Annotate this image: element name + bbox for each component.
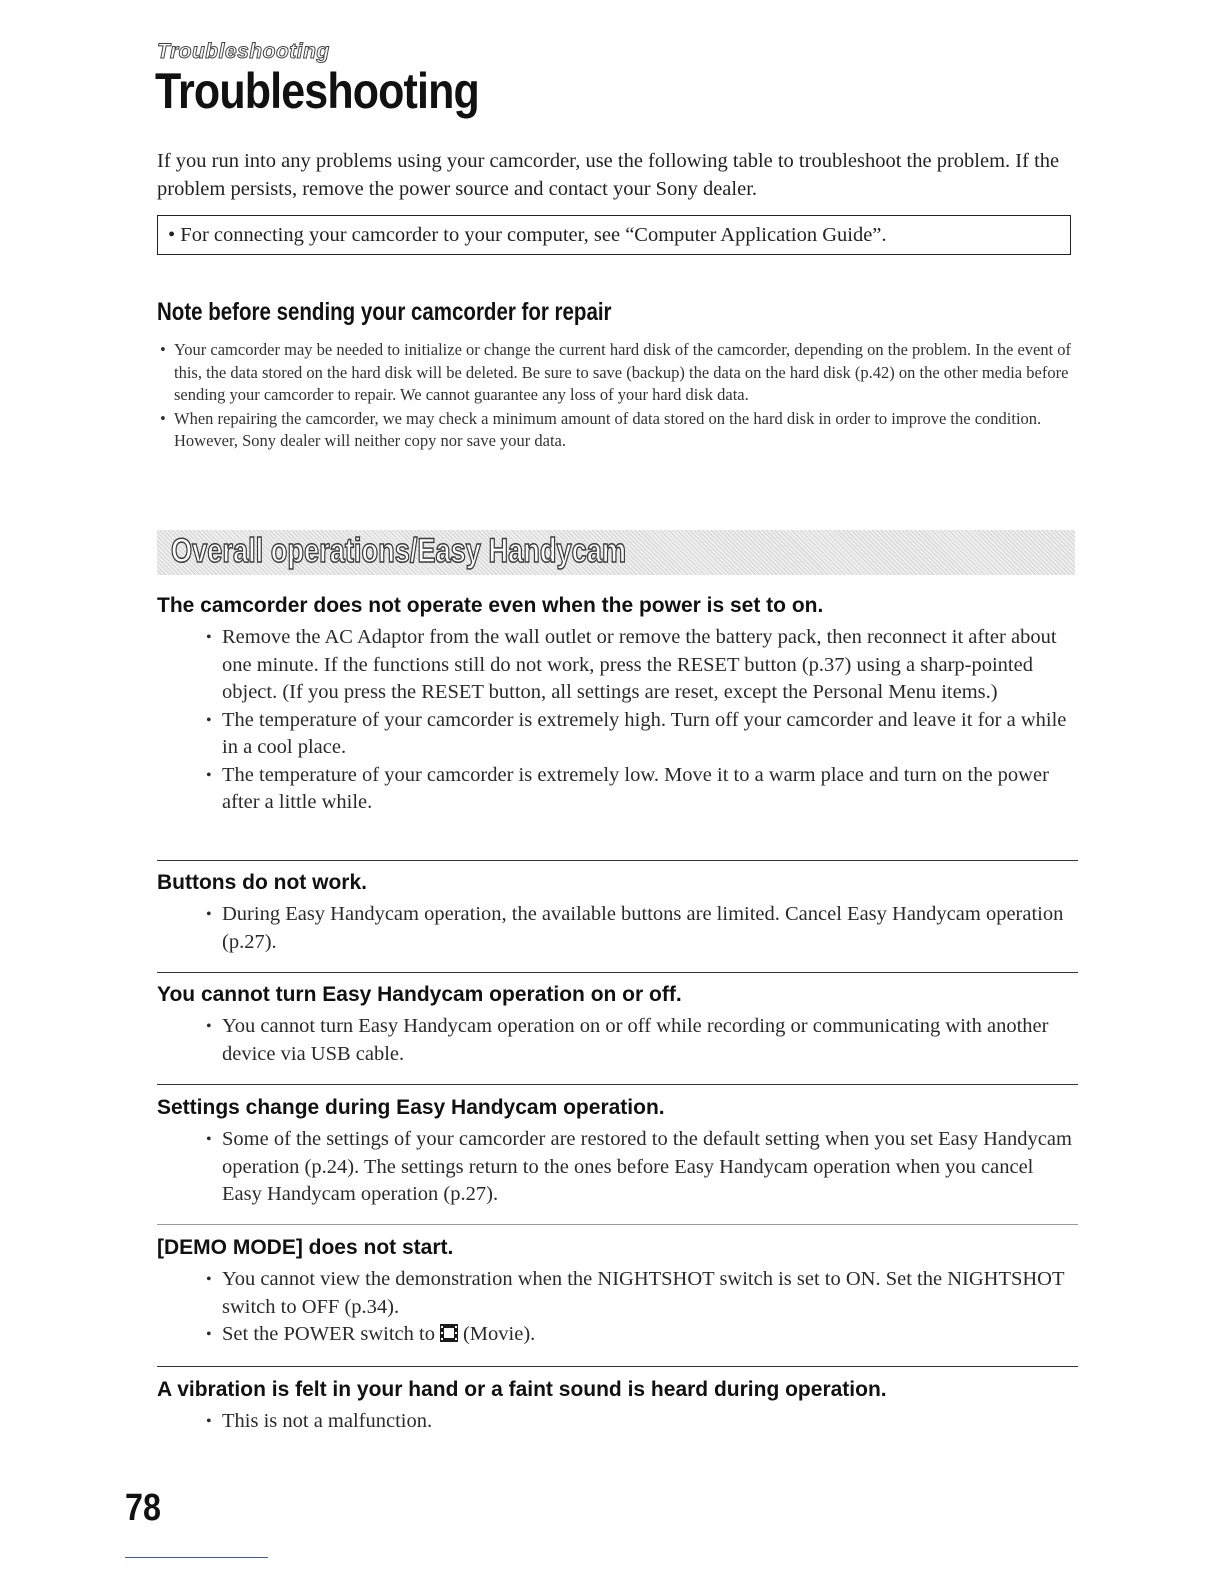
running-head: Troubleshooting <box>157 40 330 63</box>
solution-item-power-switch <box>222 1321 1077 1349</box>
issue-solution-list <box>157 624 1077 817</box>
issue-title: Settings change during Easy Handycam operation. <box>157 1096 665 1119</box>
power-switch-text: Set the POWER switch to <box>222 1323 435 1345</box>
repair-note-heading: Note before sending your camcorder for repair <box>157 298 612 326</box>
repair-note-item: • Your camcorder may be needed to initialize or change the current hard disk of the camcorder, depending on the problem. In the event of this, the data stored on the hard disk will be deleted. Be sure to save (backup) the data on the hard disk (p.42) on the other media before sending your camcorder to repair. We cannot guarantee any loss of your hard disk data. <box>160 339 1075 407</box>
solution-item: • The temperature of your camcorder is extremely low. Move it to a warm place and turn on the power after a little while. <box>222 762 1077 817</box>
issue-solution-list <box>157 901 1077 956</box>
issue-settings-change <box>157 1094 1077 1209</box>
divider <box>157 860 1078 861</box>
solution-item: • This is not a malfunction. <box>222 1408 1077 1436</box>
section-banner <box>157 530 1075 575</box>
issue-title: A vibration is felt in your hand or a faint sound is heard during operation. <box>157 1378 887 1401</box>
issue-title: The camcorder does not operate even when the power is set to on. <box>157 594 824 617</box>
issue-vibration <box>157 1376 1077 1436</box>
repair-note-item: • When repairing the camcorder, we may check a minimum amount of data stored on the hard disk in order to improve the condition. However, Sony dealer will neither copy nor save your data. <box>160 408 1075 453</box>
issue-title: You cannot turn Easy Handycam operation on or off. <box>157 983 682 1006</box>
issue-solution-list <box>157 1126 1077 1209</box>
issue-easy-handycam-toggle <box>157 981 1077 1068</box>
divider <box>157 1084 1078 1085</box>
power-switch-suffix: (Movie). <box>462 1323 536 1345</box>
page-number: 78 <box>125 1487 161 1529</box>
issue-title: Buttons do not work. <box>157 871 367 894</box>
divider <box>157 972 1078 973</box>
solution-item: • You cannot turn Easy Handycam operation on or off while recording or communicating with another device via USB cable. <box>222 1013 1077 1068</box>
computer-guide-note: • For connecting your camcorder to your computer, see “Computer Application Guide”. <box>157 215 1071 255</box>
solution-item: • During Easy Handycam operation, the available buttons are limited. Cancel Easy Handycam operation (p.27). <box>222 901 1077 956</box>
issue-buttons <box>157 869 1077 956</box>
divider <box>157 1366 1078 1367</box>
solution-item: • Some of the settings of your camcorder are restored to the default setting when you set Easy Handycam operation (p.24). The settings return to the ones before Easy Handycam operation when you cancel Easy Handycam operation (p.27). <box>222 1126 1077 1209</box>
solution-item: • You cannot view the demonstration when the NIGHTSHOT switch is set to ON. Set the NIGHTSHOT switch to OFF (p.34). <box>222 1266 1077 1321</box>
issue-power-on <box>157 592 1077 817</box>
issue-demo-mode <box>157 1234 1077 1349</box>
intro-paragraph: If you run into any problems using your camcorder, use the following table to troubleshoot the problem. If the problem persists, remove the power source and contact your Sony dealer. <box>157 150 1060 200</box>
issue-solution-list <box>157 1408 1077 1436</box>
footer-rule <box>125 1557 268 1558</box>
movie-icon <box>439 1323 459 1343</box>
issue-solution-list <box>157 1266 1077 1349</box>
divider <box>157 1224 1078 1225</box>
solution-item: • Remove the AC Adaptor from the wall outlet or remove the battery pack, then reconnect it after about one minute. If the functions still do not work, press the RESET button (p.37) using a sharp-pointed object. (If you press the RESET button, all settings are reset, except the Personal Menu items.) <box>222 624 1077 707</box>
section-banner-title: Overall operations/Easy Handycam <box>171 532 627 570</box>
issue-solution-list <box>157 1013 1077 1068</box>
issue-title: [DEMO MODE] does not start. <box>157 1236 454 1259</box>
page-title: Troubleshooting <box>155 63 479 119</box>
solution-item: • The temperature of your camcorder is extremely high. Turn off your camcorder and leave it for a while in a cool place. <box>222 707 1077 762</box>
repair-note-list <box>160 339 1075 454</box>
